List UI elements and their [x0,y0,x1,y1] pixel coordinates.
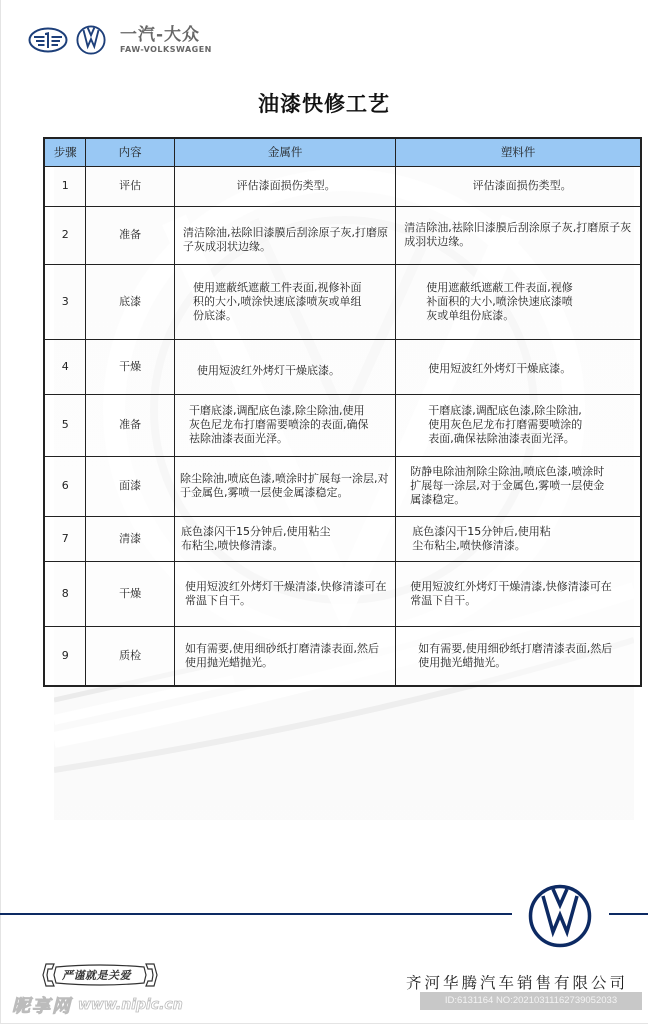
cell-content: 干燥 [86,561,175,626]
cell-metal: 清洁除油,祛除旧漆膜后刮涂原子灰,打磨原子灰成羽状边缘。 [174,206,395,264]
cell-metal: 底色漆闪干15分钟后,使用粘尘布粘尘,喷快修清漆。 [174,516,395,561]
nipic-watermark [12,994,183,1016]
cell-plastic: 清洁除油,祛除旧漆膜后刮涂原子灰,打磨原子灰成羽状边缘。 [396,206,641,264]
table-row [44,516,641,561]
table-row [44,206,641,264]
cell-plastic: 评估漆面损伤类型。 [396,166,641,206]
table-row [44,561,641,626]
cell-plastic: 使用短波红外烤灯干燥底漆。 [396,339,641,394]
header-metal: 金属件 [174,138,395,166]
header-plastic: 塑料件 [396,138,641,166]
table-header-row [44,138,641,166]
table-row [44,166,641,206]
faw-logo-icon [28,27,68,53]
footer-divider-right [609,913,648,915]
company-name: 齐河华腾汽车销售有限公司 [405,974,628,992]
cell-content: 清漆 [86,516,175,561]
cell-step: 9 [44,626,86,686]
cell-metal: 使用短波红外烤灯干燥底漆。 [174,339,395,394]
cell-step: 6 [44,456,86,516]
cell-metal: 如有需要,使用细砂纸打磨清漆表面,然后使用抛光蜡抛光。 [174,626,395,686]
cell-content: 质检 [86,626,175,686]
cell-step: 2 [44,206,86,264]
footer-divider-left [0,913,512,915]
process-table [43,137,642,687]
slogan-text: 严谨就是关爱 [62,969,131,982]
table-row [44,626,641,686]
cell-step: 1 [44,166,86,206]
cell-metal: 评估漆面损伤类型。 [174,166,395,206]
cell-step: 7 [44,516,86,561]
cell-plastic: 防静电除油剂除尘除油,喷底色漆,喷涂时扩展每一涂层,对于金属色,雾喷一层使金属漆稳定。 [396,456,641,516]
cell-plastic: 使用短波红外烤灯干燥清漆,快修清漆可在常温下自干。 [396,561,641,626]
cell-metal: 除尘除油,喷底色漆,喷涂时扩展每一涂层,对于金属色,雾喷一层使金属漆稳定。 [174,456,395,516]
cell-content: 准备 [86,206,175,264]
vw-logo-icon [76,25,106,55]
cell-content: 干燥 [86,339,175,394]
cell-content: 面漆 [86,456,175,516]
table-row [44,394,641,456]
table-row [44,339,641,394]
watermark-site-cn: 昵享网 [12,996,72,1017]
cell-content: 底漆 [86,264,175,339]
cell-plastic: 底色漆闪干15分钟后,使用粘尘布粘尘,喷快修清漆。 [396,516,641,561]
image-id-strip: ID:6131164 NO:20210311162739052033 [420,992,642,1010]
slogan-badge [42,961,158,989]
page-title: 油漆快修工艺 [258,92,390,116]
cell-metal: 使用遮蔽纸遮蔽工件表面,视修补面积的大小,喷涂快速底漆喷灰或单组份底漆。 [174,264,395,339]
cell-plastic: 干磨底漆,调配底色漆,除尘除油,使用灰色尼龙布打磨需要喷涂的表面,确保祛除油漆表面光泽。 [396,394,641,456]
cell-content: 评估 [86,166,175,206]
cell-step: 8 [44,561,86,626]
header-step: 步骤 [44,138,86,166]
table-row [44,456,641,516]
cell-content: 准备 [86,394,175,456]
header-content: 内容 [86,138,175,166]
brand-name-cn: 一汽-大众 [120,25,201,45]
cell-metal: 干磨底漆,调配底色漆,除尘除油,使用灰色尼龙布打磨需要喷涂的表面,确保祛除油漆表面光泽。 [174,394,395,456]
watermark-site-url: www.nipic.cn [78,997,183,1013]
cell-plastic: 使用遮蔽纸遮蔽工件表面,视修补面积的大小,喷涂快速底漆喷灰或单组份底漆。 [396,264,641,339]
vw-logo-icon [528,884,592,948]
cell-step: 4 [44,339,86,394]
cell-metal: 使用短波红外烤灯干燥清漆,快修清漆可在常温下自干。 [174,561,395,626]
brand-header [28,24,212,56]
table-row [44,264,641,339]
cell-step: 5 [44,394,86,456]
cell-step: 3 [44,264,86,339]
brand-name-en: FAW-VOLKSWAGEN [120,45,212,54]
cell-plastic: 如有需要,使用细砂纸打磨清漆表面,然后使用抛光蜡抛光。 [396,626,641,686]
